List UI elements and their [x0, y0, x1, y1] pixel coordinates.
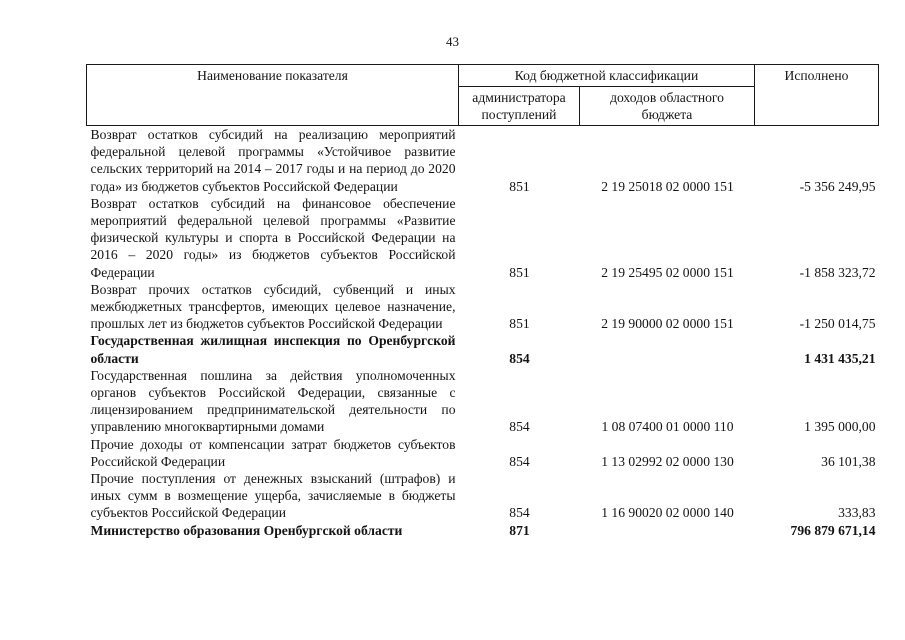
row-income-code: 1 16 90020 02 0000 140 [601, 505, 734, 521]
header-indicator-name: Наименование показателя [87, 65, 459, 126]
row-income-code: 1 13 02992 02 0000 130 [601, 453, 734, 469]
row-executed-amount: -5 356 249,95 [799, 178, 876, 194]
header-executed: Исполнено [755, 65, 879, 126]
row-administrator-code: 854 [509, 350, 530, 366]
row-indicator-name: Возврат остатков субсидий на реализацию мероприятий федеральной целевой программы «Устойчивое развитие сельских территорий на 2014 – 2017 годы и на период до 2020 года» из бюджетов субъектов Российской Федерации [90, 127, 456, 194]
row-indicator-name: Министерство образования Оренбургской области [90, 522, 403, 538]
row-administrator-code: 854 [509, 419, 530, 435]
table-row [87, 436, 879, 470]
row-administrator-code: 854 [509, 453, 530, 469]
table-row-group-total [87, 332, 879, 366]
row-executed-amount: 36 101,38 [821, 453, 876, 469]
row-administrator-code: 851 [509, 316, 530, 332]
budget-table [86, 64, 879, 539]
row-indicator-name: Прочие доходы от компенсации затрат бюджетов субъектов Российской Федерации [90, 436, 456, 469]
row-income-code [580, 332, 755, 366]
table-body [87, 126, 879, 539]
table-row [87, 281, 879, 333]
row-indicator-name: Возврат остатков субсидий на финансовое обеспечение мероприятий федеральной целевой программы «Развитие физической культуры и спорта в Российской Федерации на 2016 – 2020 годы» из бюджетов субъектов Российской Федерации [90, 195, 456, 280]
table-row [87, 126, 879, 195]
row-executed-amount: 1 395 000,00 [804, 419, 876, 435]
row-executed-amount: -1 250 014,75 [799, 316, 876, 332]
row-income-code: 2 19 25018 02 0000 151 [601, 178, 734, 194]
row-administrator-code: 871 [509, 522, 530, 538]
row-executed-amount: 333,83 [838, 505, 876, 521]
row-income-code: 2 19 25495 02 0000 151 [601, 264, 734, 280]
row-indicator-name: Государственная жилищная инспекция по Оренбургской области [90, 333, 456, 366]
row-executed-amount: 1 431 435,21 [804, 350, 876, 366]
table-row [87, 195, 879, 281]
table-header [87, 65, 879, 126]
header-regional-budget-income: доходов областного бюджета [580, 87, 755, 126]
row-indicator-name: Государственная пошлина за действия уполномоченных органов субъектов Российской Федерации, связанные с лицензированием предпринимательской деятельности по управлению многоквартирными домами [90, 367, 456, 435]
row-administrator-code: 851 [509, 178, 530, 194]
table-row-group-total [87, 522, 879, 539]
header-administrator: администратора поступлений [459, 87, 580, 126]
page-number: 43 [446, 34, 459, 49]
row-executed-amount: 796 879 671,14 [790, 522, 876, 538]
row-indicator-name: Прочие поступления от денежных взысканий (штрафов) и иных сумм в возмещение ущерба, зачисляемые в бюджеты субъектов Российской Федерации [90, 471, 456, 521]
row-indicator-name: Возврат прочих остатков субсидий, субвенций и иных межбюджетных трансфертов, имеющих целевое назначение, прошлых лет из бюджетов субъектов Российской Федерации [90, 281, 456, 332]
table-row [87, 367, 879, 436]
row-income-code: 2 19 90000 02 0000 151 [601, 316, 734, 332]
row-income-code [580, 522, 755, 539]
table-row [87, 470, 879, 522]
row-administrator-code: 854 [509, 505, 530, 521]
header-budget-classification-code: Код бюджетной классификации [459, 65, 755, 87]
row-executed-amount: -1 858 323,72 [799, 264, 876, 280]
row-income-code: 1 08 07400 01 0000 110 [601, 419, 734, 435]
row-administrator-code: 851 [509, 264, 530, 280]
